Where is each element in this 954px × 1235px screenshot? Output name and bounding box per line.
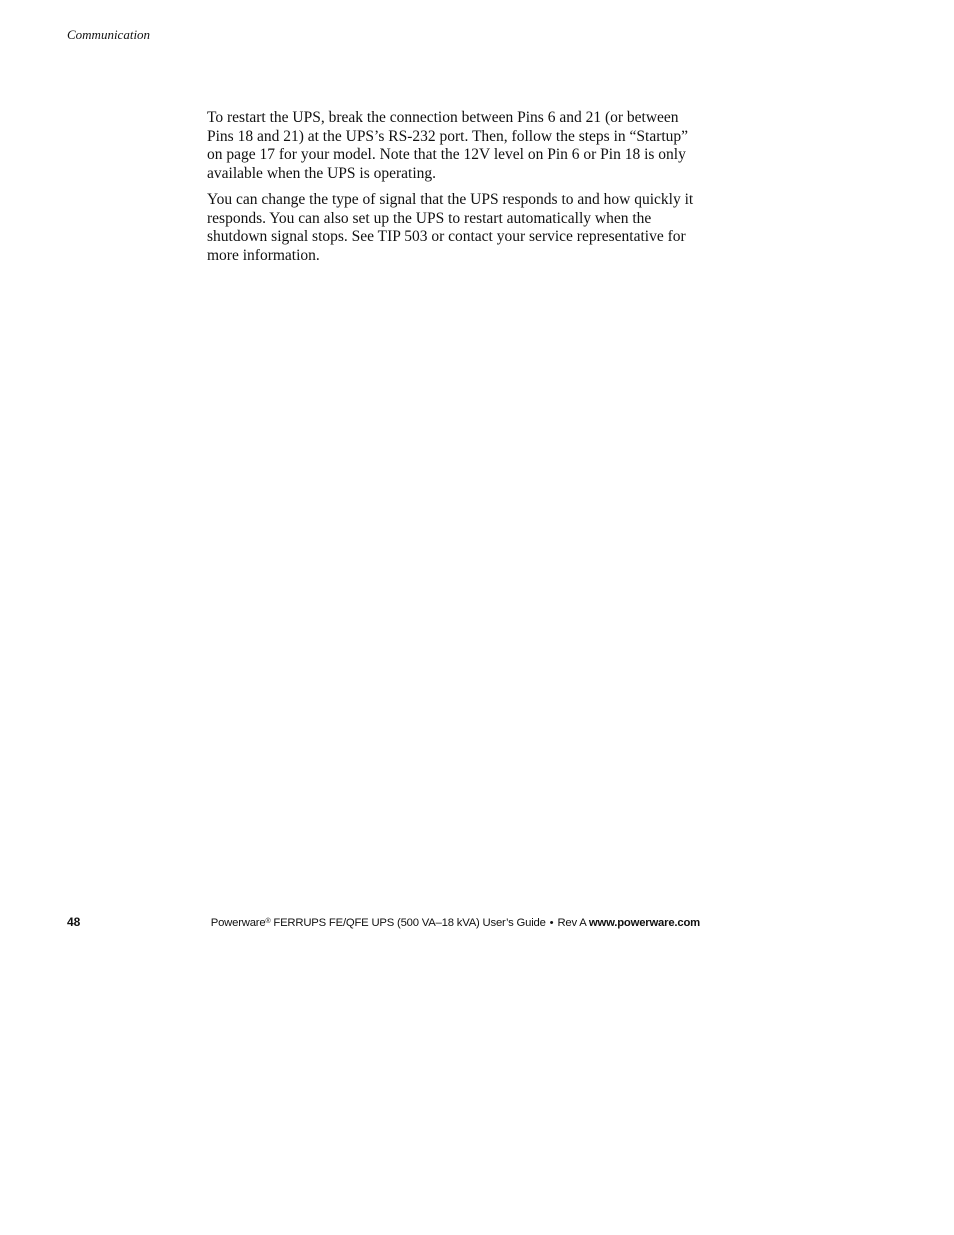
footer-guide-title: FERRUPS FE/QFE UPS (500 VA–18 kVA) User’s Guide (273, 917, 546, 929)
page-number: 48 (67, 915, 81, 929)
body-text (207, 109, 707, 273)
footer-revision: Rev A (557, 917, 586, 929)
paragraph-restart: To restart the UPS, break the connection between Pins 6 and 21 (or between Pins 18 and 21) at the UPS’s RS-232 port. Then, follow the steps in “Startup” on page 17 for your model. Note that the 12V level on Pin 6 or Pin 18 is only available when the UPS is operating. (207, 109, 689, 183)
running-head: Communication (67, 27, 151, 42)
footer-brand: Powerware (210, 917, 266, 929)
footer-bullet: • (549, 917, 554, 929)
paragraph-signal-config: You can change the type of signal that the UPS responds to and how quickly it responds. You can also set up the UPS to restart automatically when the shutdown signal stops. See TIP 503 or contact your service representative for more information. (207, 190, 694, 264)
footer-url: www.powerware.com (588, 917, 700, 929)
page-footer (211, 914, 700, 931)
registered-mark: ® (265, 918, 271, 925)
